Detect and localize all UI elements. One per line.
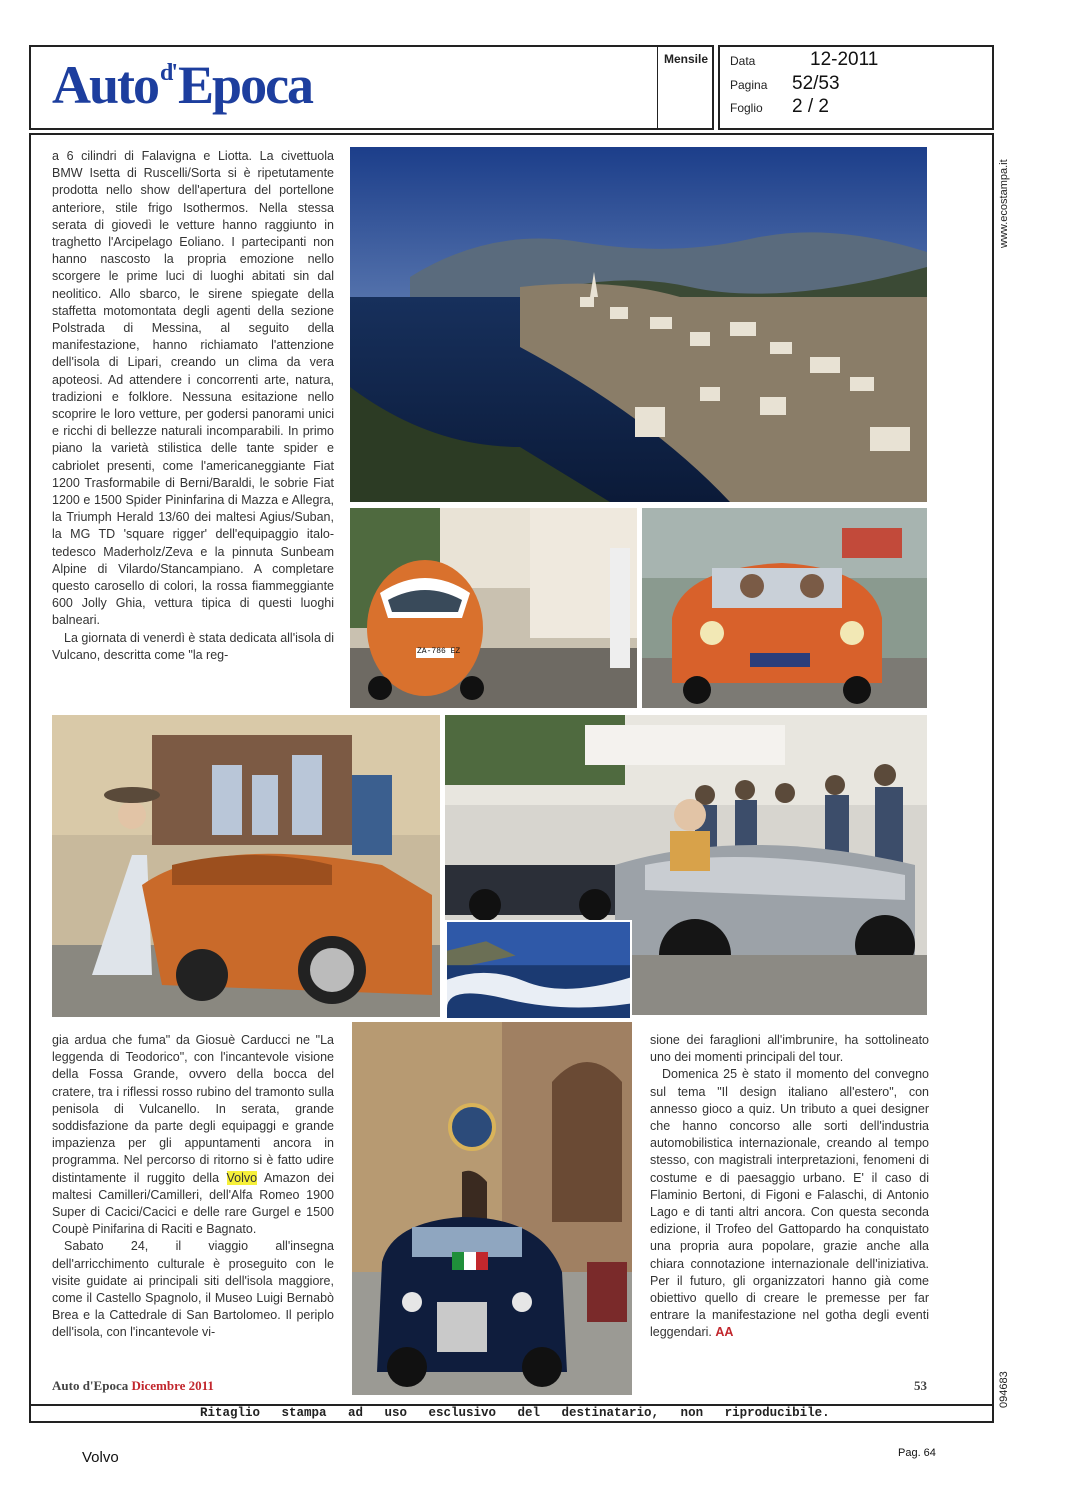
text-run: gia ardua che fuma" da Giosuè Carducci ne "La leggenda di Teodorico", con l'incantevole visione della Fossa Grande, ovvero della bocca del cratere, tra i riflessi rosso rubino del tramonto sulla penisola di Vulcanello. In serata, grande soddisfazione da parte degli equipaggi e grande impazienza per gli appuntamenti ancora in programma. Nel percorso di ritorno si è fatto udire distintamente il ruggito della [52,1033,334,1185]
article-column-2 [52,1032,334,1342]
side-code: 094683 [998,1371,1010,1408]
magazine-logo [52,55,313,115]
magazine-footer [52,1378,214,1394]
frequency-label: Mensile [664,52,709,66]
photo-bmw-isetta [350,508,637,708]
photo-sea-waves [445,920,632,1020]
paragraph [650,1066,929,1341]
license-plate-isetta: ZA-786 EZ [417,647,461,656]
client-keyword: Volvo [82,1449,119,1466]
meta-label-pagina: Pagina [730,78,768,92]
logo-sup: d' [160,60,177,86]
photo-fiat-600 [642,508,927,708]
page-number: 53 [914,1378,927,1393]
paragraph: Sabato 24, il viaggio all'insegna dell'arricchimento culturale è proseguito con le visite guidate ai principali siti dell'isola maggiore, come il Castello Spagnolo, il Museo Luigi Bernabò Brea e la Cattedrale di San Bartolomeo. Il periplo dell'isola, con l'incantevole vi- [52,1239,334,1340]
meta-value-pagina: 52/53 [792,73,840,94]
photo-mg-td [52,715,440,1017]
paragraph: a 6 cilindri di Falavigna e Liotta. La civettuola BMW Isetta di Ruscelli/Sorta si è ripetutamente prodotta nello show dell'apertura del portellone anteriore, stile frigo Isothermos. Nella stessa serata di giovedì le vetture hanno raggiunto in traghetto l'Arcipelago Eoliano. I partecipanti non hanno nascosto la propria emozione nello scorgere le prime luci di luoghi abitati sin dal neolitico. Allo sbarco, le sirene spiegate della staffetta motomontata degli agenti della sezione Polstrada di Messina, al seguito della manifestazione, hanno richiamato l'attenzione dell'isola di Lipari, creando un clima da vera apoteosi. Ad attendere i concorrenti arte, natura, tradizioni e folklore. Nessuna esitazione nello scoprire le loro vetture, per godersi panorami unici e ricchi di bellezze naturali incomparabili. In primo piano la varietà stilistica delle tante spider e cabriolet presenti, come l'americaneggiante Fiat 1200 Trasformabile di Berni/Baraldi, le sobrie Fiat 1200 e 1500 Spider Pininfarina di Mazza e Allegra, la Triumph Herald 13/60 dei maltesi Agius/Suban, la MG TD 'square rigger' dell'equipaggio italo-tedesco Maderholz/Zeva e la pinnuta Sunbeam Alpine di Vilardo/Stancampiano. A completare questo carosello di colori, la rossa fiammeggiante 600 Jolly Ghia, vettura tipica di questi luoghi balneari. [52,149,334,628]
logo-main: Auto [52,55,159,115]
paragraph: sione dei faraglioni all'imbrunire, ha sottolineato uno dei momenti principali del tour. [650,1033,929,1065]
disclaimer-text: Ritaglio stampa ad uso esclusivo del destinatario, non riproducibile. [200,1406,830,1420]
photo-lipari-harbour [350,147,927,502]
paragraph [52,1032,334,1238]
paragraph: La giornata di venerdì è stata dedicata all'isola di Vulcano, descritta come "la reg- [52,630,334,662]
meta-label-data: Data [730,54,756,68]
text-run: Domenica 25 è stato il momento del convegno sul tema "Il design italiano all'estero", con annesso gioco a quiz. Un tributo a quei designer che hanno concorso alle sorti dell'industria automobilistica internazionale, creando al tempo stesso, con magistrali interpretazioni, fenomeni di costume e di paesaggio urbano. E' il caso di Flaminio Bertoni, di Figoni e Falaschi, di Antonio Lago e di tanti altri ancora. Con questa seconda edizione, il Trofeo del Gattopardo ha conquistato una propria aura popolare, grazie anche alla chiara connotazione internazionale dell'iniziativa. Per il futuro, gli organizzatori hanno già come obiettivo quello di creare le premesse per far entrare la manifestazione nel gotha degli eventi leggendari. [650,1067,929,1340]
footer-issue: Dicembre 2011 [131,1378,214,1393]
page-counter: Pag. 64 [898,1447,936,1459]
footer-magazine-name: Auto d'Epoca [52,1378,129,1393]
article-column-1 [52,148,334,664]
meta-value-data: 12-2011 [810,49,879,70]
article-column-3 [650,1032,929,1342]
photo-cathedral-car [352,1022,632,1395]
highlighted-keyword: Volvo [226,1170,258,1185]
logo-end: Epoca [178,55,313,115]
masthead-divider [657,45,658,130]
text-run: Amazon dei maltesi Camilleri/Camilleri, dell'Alfa Romeo 1900 Super di Cacici/Cacici e delle rare Gurgel e 1500 Coupè Pinifarina di Raciti e Bagnato. [52,1170,334,1237]
meta-value-foglio: 2 / 2 [792,96,829,117]
author-signature: AA [715,1325,734,1340]
side-website: www.ecostampa.it [998,159,1010,248]
meta-label-foglio: Foglio [730,101,763,115]
